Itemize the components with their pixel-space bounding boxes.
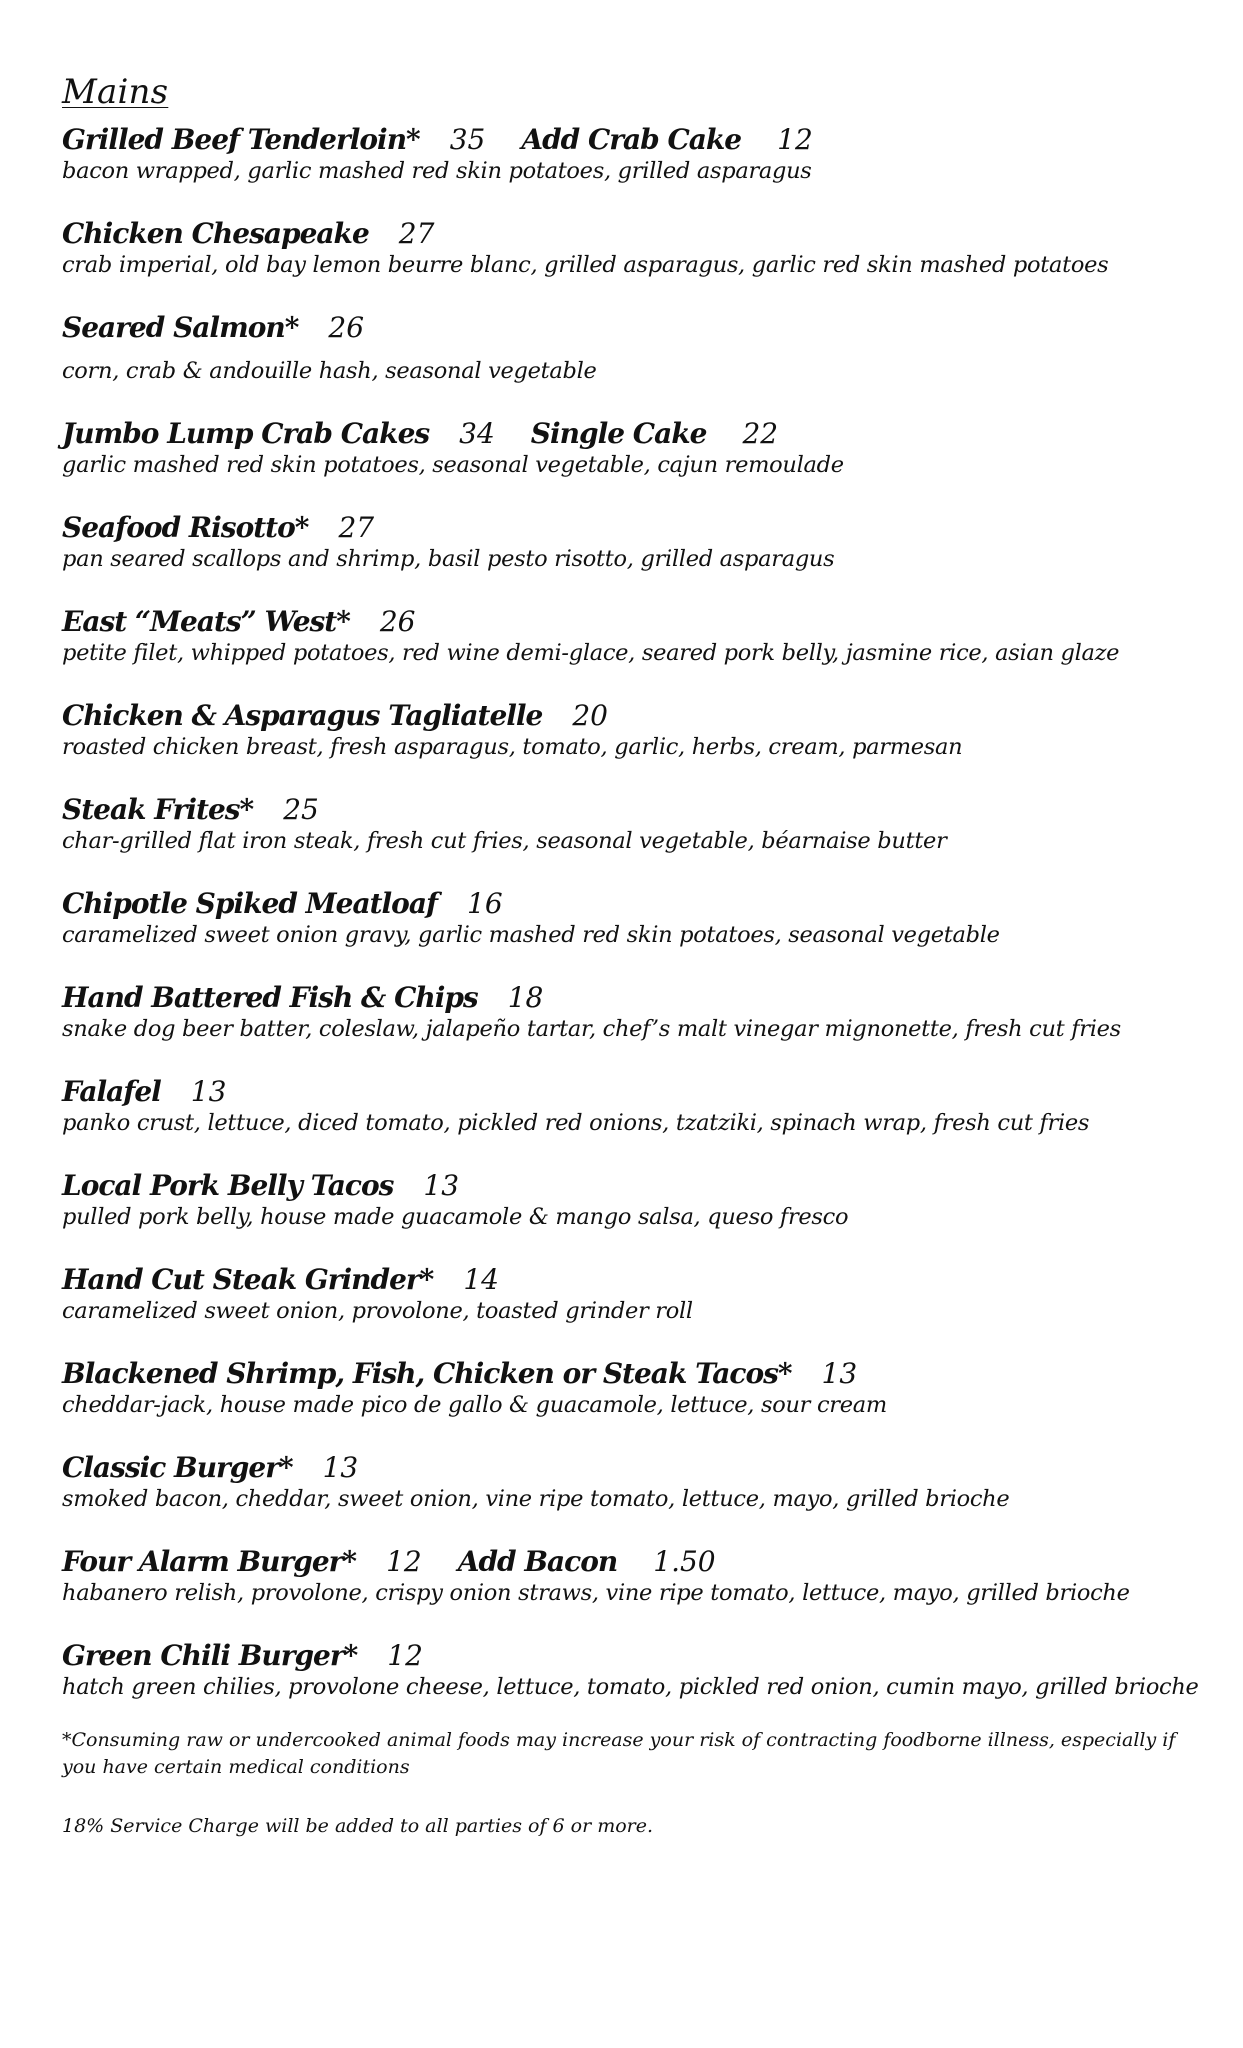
item-line [62,1074,1202,1110]
menu-item-fish-and-chips [62,980,1202,1043]
item-description: garlic mashed red skin potatoes, seasonal vegetable, cajun remoulade [62,452,844,478]
addon-price: 1.50 [653,1545,716,1578]
addon-price: 22 [742,417,779,450]
item-price: 18 [507,981,544,1014]
item-description: petite filet, whipped potatoes, red wine demi-glace, seared pork belly, jasmine rice, asian glaze [62,640,1120,666]
item-line [62,698,1202,734]
item-name: Green Chili Burger* [62,1639,358,1672]
service-charge-note: 18% Service Charge will be added to all parties of 6 or more. [62,1815,654,1837]
item-line [62,886,1202,922]
item-price: 16 [467,887,503,920]
menu-item-chicken-asparagus-tagliatelle [62,698,1202,761]
item-line [62,1450,1202,1486]
item-line [62,792,1202,828]
menu-item-east-meats-west [62,604,1202,667]
item-line [62,1638,1202,1674]
item-line [62,1168,1202,1204]
menu-item-green-chili-burger [62,1638,1202,1701]
item-price: 14 [463,1263,499,1296]
item-line [62,510,1202,546]
item-line [62,1544,1202,1580]
item-line [62,122,1202,158]
item-price: 12 [387,1639,423,1672]
item-description: panko crust, lettuce, diced tomato, pickled red onions, tzatziki, spinach wrap, fresh cut fries [62,1110,1090,1136]
item-price: 35 [449,123,486,156]
item-line [62,980,1202,1016]
item-line [62,1262,1202,1298]
item-name: Hand Battered Fish & Chips [62,981,478,1014]
item-line [62,604,1202,640]
consumption-warning: *Consuming raw or undercooked animal foods may increase your risk of contracting foodborne illness, especially if you have certain medical conditions [62,1729,1176,1778]
menu-item-blackened-tacos [62,1356,1202,1419]
item-description: roasted chicken breast, fresh asparagus, tomato, garlic, herbs, cream, parmesan [62,734,963,760]
item-price: 13 [821,1357,858,1390]
item-name: Hand Cut Steak Grinder* [62,1263,434,1296]
menu-item-jumbo-lump-crab-cakes [62,416,1202,479]
menu-item-grilled-beef-tenderloin [62,122,1202,185]
item-price: 13 [190,1075,227,1108]
item-line [62,1356,1202,1392]
item-name: Grilled Beef Tenderloin* [62,123,420,156]
item-name: Classic Burger* [62,1451,293,1484]
item-description: bacon wrapped, garlic mashed red skin potatoes, grilled asparagus [62,158,812,184]
addon-name: Single Cake [530,417,707,450]
item-name: Chipotle Spiked Meatloaf [62,887,438,920]
item-description: smoked bacon, cheddar, sweet onion, vine ripe tomato, lettuce, mayo, grilled brioche [62,1486,1010,1512]
item-name: East “Meats” West* [62,605,350,638]
menu-item-steak-grinder [62,1262,1202,1325]
addon-name: Add Bacon [457,1545,618,1578]
section-title: Mains [62,72,169,112]
item-price: 25 [283,793,319,826]
menu-item-chicken-chesapeake [62,216,1202,279]
item-price: 20 [572,699,608,732]
item-name: Chicken Chesapeake [62,217,369,250]
item-name: Steak Frites* [62,793,254,826]
addon-name: Add Crab Cake [521,123,742,156]
item-description: crab imperial, old bay lemon beurre blanc, grilled asparagus, garlic red skin mashed potatoes [62,252,1109,278]
item-description: cheddar-jack, house made pico de gallo & guacamole, lettuce, sour cream [62,1392,887,1418]
item-price: 13 [322,1451,359,1484]
menu-notes [62,1727,1212,1872]
menu-item-steak-frites [62,792,1202,855]
menu-item-falafel [62,1074,1202,1137]
item-line [62,310,1202,346]
item-name: Local Pork Belly Tacos [62,1169,394,1202]
item-name: Seared Salmon* [62,311,299,344]
item-description: char-grilled flat iron steak, fresh cut fries, seasonal vegetable, béarnaise butter [62,828,947,854]
menu-item-chipotle-spiked-meatloaf [62,886,1202,949]
item-price: 27 [338,511,375,544]
item-name: Chicken & Asparagus Tagliatelle [62,699,543,732]
menu-item-seared-salmon [62,310,1202,385]
item-price: 12 [386,1545,422,1578]
menu-item-seafood-risotto [62,510,1202,573]
item-description: hatch green chilies, provolone cheese, lettuce, tomato, pickled red onion, cumin mayo, grilled brioche [62,1674,1199,1700]
item-line [62,216,1202,252]
item-name: Falafel [62,1075,161,1108]
item-price: 13 [423,1169,460,1202]
item-price: 26 [379,605,416,638]
menu-section-mains [62,72,1202,1732]
item-description: habanero relish, provolone, crispy onion straws, vine ripe tomato, lettuce, mayo, grilled brioche [62,1580,1130,1606]
menu-item-pork-belly-tacos [62,1168,1202,1231]
item-description: corn, crab & andouille hash, seasonal vegetable [62,358,597,384]
item-price: 34 [459,417,495,450]
item-name: Jumbo Lump Crab Cakes [62,417,430,450]
item-price: 27 [398,217,435,250]
addon-price: 12 [777,123,813,156]
item-description: pan seared scallops and shrimp, basil pesto risotto, grilled asparagus [62,546,835,572]
item-price: 26 [328,311,365,344]
menu-item-four-alarm-burger [62,1544,1202,1607]
item-description: caramelized sweet onion gravy, garlic mashed red skin potatoes, seasonal vegetable [62,922,1000,948]
menu-item-classic-burger [62,1450,1202,1513]
item-name: Blackened Shrimp, Fish, Chicken or Steak Tacos* [62,1357,792,1390]
item-description: caramelized sweet onion, provolone, toasted grinder roll [62,1298,693,1324]
item-name: Four Alarm Burger* [62,1545,357,1578]
item-description: snake dog beer batter, coleslaw, jalapeño tartar, chef’s malt vinegar mignonette, fresh cut fries [62,1016,1121,1042]
item-line [62,416,1202,452]
item-name: Seafood Risotto* [62,511,309,544]
item-description: pulled pork belly, house made guacamole & mango salsa, queso fresco [62,1204,849,1230]
